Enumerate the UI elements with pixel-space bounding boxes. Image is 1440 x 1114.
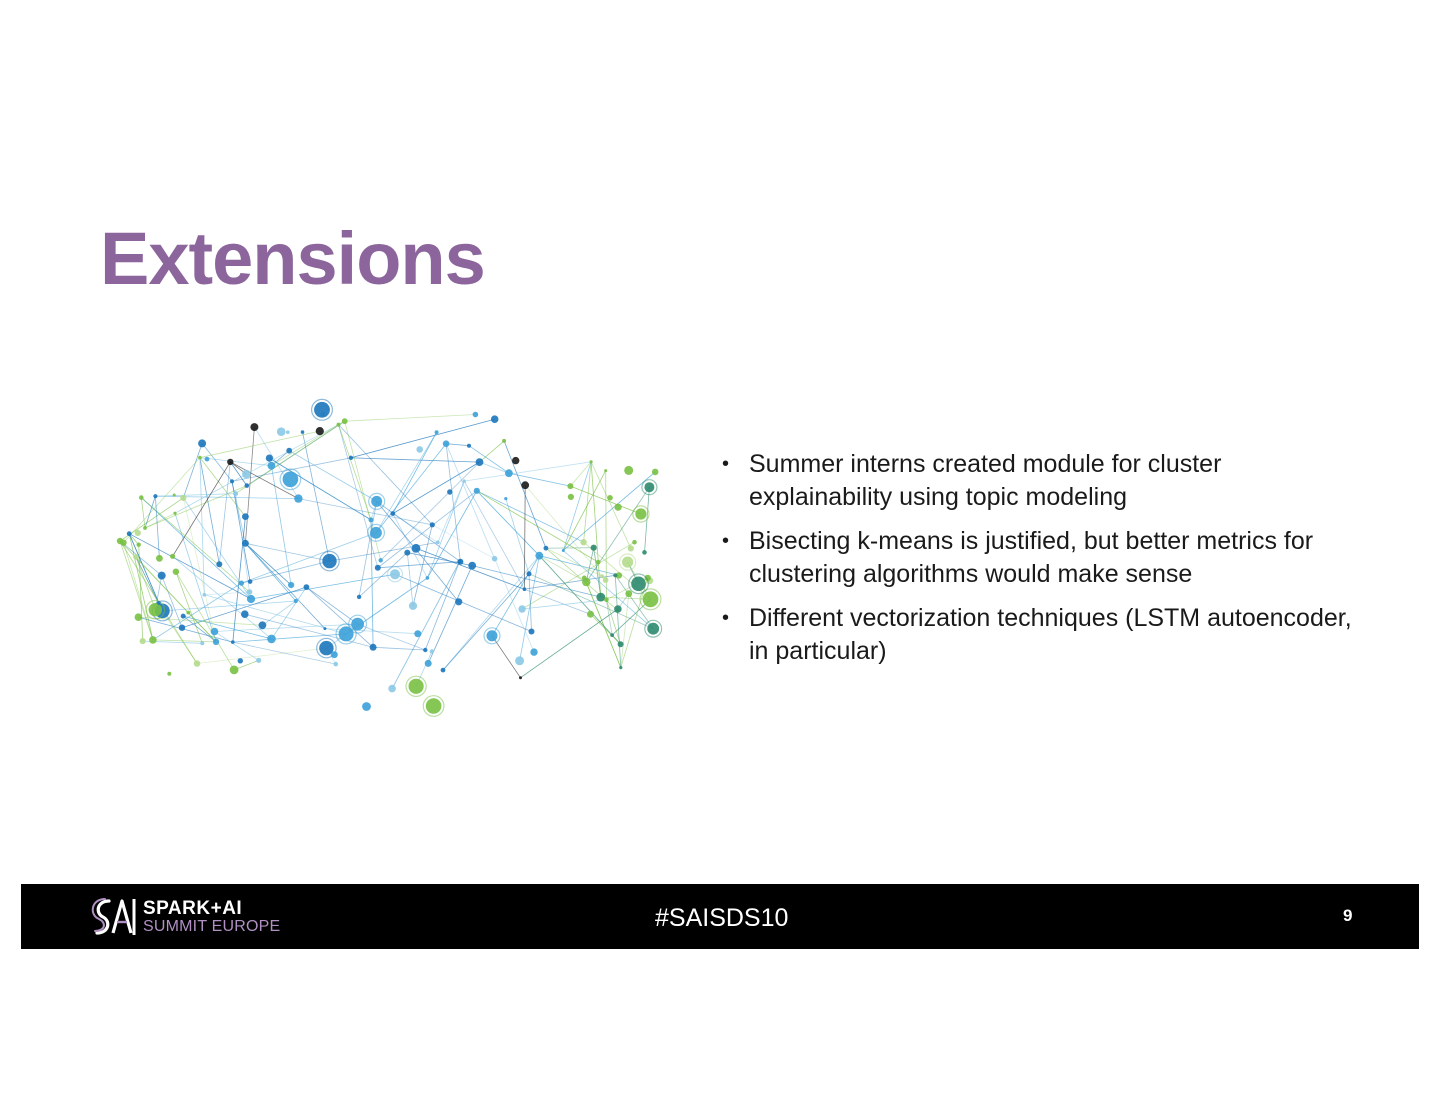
network-node (339, 626, 354, 641)
footer-hashtag: #SAISDS10 (655, 904, 789, 932)
bullet-icon: • (722, 607, 730, 629)
network-node (582, 576, 587, 581)
network-node (515, 656, 524, 665)
network-node (624, 466, 633, 475)
logo-subtitle: SUMMIT EUROPE (143, 918, 281, 935)
network-node (314, 402, 330, 418)
network-node (173, 494, 176, 497)
network-node (370, 644, 377, 651)
network-node (179, 625, 185, 631)
network-edges (120, 415, 655, 689)
network-node (467, 444, 471, 448)
network-node (170, 554, 175, 559)
network-node (390, 569, 400, 579)
network-nodes (117, 399, 662, 716)
network-node (631, 577, 646, 592)
network-node (512, 457, 519, 464)
network-edge (141, 498, 145, 528)
network-node (457, 559, 463, 565)
network-node (370, 527, 382, 539)
network-edge (176, 572, 202, 644)
network-edge (393, 514, 428, 578)
network-node (521, 481, 529, 489)
network-node (390, 511, 395, 516)
network-node (369, 517, 374, 522)
network-node (194, 660, 201, 667)
network-node (153, 494, 157, 498)
network-node (316, 427, 324, 435)
network-node (596, 593, 605, 602)
network-node (205, 457, 210, 462)
network-edge (376, 432, 437, 533)
network-node (473, 412, 479, 418)
network-edge (197, 648, 326, 663)
network-node (443, 440, 450, 447)
network-node (388, 685, 396, 693)
network-edge (351, 419, 495, 458)
network-node (322, 554, 336, 568)
network-node (441, 668, 446, 673)
network-edge (245, 543, 295, 601)
network-node (591, 545, 597, 551)
network-node (342, 418, 348, 424)
network-edge (183, 443, 202, 498)
bullet-icon: • (722, 453, 730, 475)
network-node (230, 666, 239, 675)
network-node (286, 448, 292, 454)
network-node (267, 635, 276, 644)
network-node (455, 598, 462, 605)
network-node (213, 639, 219, 645)
network-node (283, 472, 299, 488)
network-edge (529, 574, 532, 632)
network-edge (591, 462, 631, 549)
network-edge (480, 441, 505, 462)
network-node (149, 603, 162, 616)
network-node (567, 483, 573, 489)
network-node (409, 602, 417, 610)
network-edge (129, 534, 153, 640)
network-node (200, 641, 204, 645)
network-node (133, 554, 139, 560)
network-node (615, 504, 622, 511)
bullet-text: Summer interns created module for cluster explainability using topic modeling (749, 450, 1222, 511)
network-node (505, 469, 513, 477)
network-node (430, 649, 434, 653)
network-edge (477, 491, 584, 542)
network-node (652, 469, 659, 476)
network-edge (509, 473, 571, 486)
network-node (331, 651, 338, 658)
network-node (140, 638, 146, 644)
logo-wordmark: SPARK+AI (143, 898, 243, 919)
network-edge (392, 562, 460, 689)
network-edge (521, 609, 618, 678)
network-node (625, 590, 632, 597)
network-node (117, 538, 123, 544)
network-node (288, 582, 294, 588)
network-node (379, 558, 383, 562)
network-node (435, 430, 439, 434)
network-node (216, 561, 222, 567)
network-edge (129, 534, 159, 603)
network-node (600, 574, 604, 578)
network-edge (246, 421, 344, 474)
network-node (241, 610, 249, 618)
network-node (409, 679, 424, 694)
network-node (233, 491, 238, 496)
network-node (632, 540, 637, 545)
network-node (277, 427, 286, 436)
network-node (642, 550, 647, 555)
slide-title: Extensions (100, 217, 485, 300)
network-edge (570, 462, 591, 486)
network-node (357, 595, 361, 599)
network-node (198, 439, 206, 447)
network-node (180, 495, 186, 501)
network-edge (432, 525, 494, 559)
network-node (404, 550, 410, 556)
network-node (259, 621, 267, 629)
network-node (375, 565, 381, 571)
network-edge (524, 485, 525, 589)
network-node (247, 595, 255, 603)
network-edge (251, 574, 395, 599)
network-node (463, 479, 466, 482)
network-node (530, 648, 537, 655)
network-node (181, 614, 186, 619)
network-edge (546, 548, 594, 549)
network-edge (443, 574, 529, 670)
network-edge (136, 557, 155, 610)
network-graph-illustration (100, 350, 666, 780)
network-node (239, 581, 244, 586)
network-node (468, 562, 476, 570)
network-edge (586, 487, 649, 582)
network-node (618, 641, 624, 647)
bullet-item (722, 448, 1362, 514)
bullet-text: Bisecting k-means is justified, but better metrics for clustering algorithms would make sense (749, 527, 1314, 588)
network-node (371, 496, 382, 507)
network-node (430, 522, 435, 527)
network-node (622, 557, 633, 568)
network-node (247, 589, 253, 595)
network-node (614, 605, 622, 613)
footer-bar (21, 884, 1419, 949)
network-node (423, 648, 427, 652)
network-node (426, 576, 430, 580)
network-node (351, 618, 364, 631)
network-node (304, 584, 310, 590)
network-node (250, 423, 258, 431)
network-edge (480, 462, 509, 473)
bullet-list (722, 448, 1362, 679)
network-node (447, 489, 452, 494)
network-node (587, 611, 594, 618)
network-node (127, 531, 132, 536)
network-node (198, 456, 202, 460)
page-number: 9 (1343, 906, 1353, 925)
network-node (568, 494, 574, 500)
spark-ai-logo-icon (89, 893, 137, 941)
network-node (535, 552, 543, 560)
network-node (349, 456, 353, 460)
network-node (603, 577, 609, 583)
network-node (248, 579, 253, 584)
network-node (203, 593, 207, 597)
network-node (504, 497, 507, 500)
network-node (519, 676, 522, 679)
network-node (301, 430, 305, 434)
network-node (529, 629, 535, 635)
network-node (487, 630, 498, 641)
network-node (476, 458, 484, 466)
network-node (596, 560, 601, 565)
network-edge (345, 421, 381, 560)
network-node (256, 658, 261, 663)
network-node (523, 587, 527, 591)
network-node (135, 613, 143, 621)
network-node (211, 628, 219, 636)
network-edge (262, 601, 295, 625)
network-edge (330, 542, 438, 561)
network-node (242, 513, 249, 520)
network-edge (539, 556, 586, 582)
network-edge (176, 572, 234, 670)
network-node (167, 672, 171, 676)
network-node (323, 627, 326, 630)
network-edge (492, 556, 539, 636)
logo-text (143, 899, 280, 935)
network-edge (141, 498, 251, 599)
network-node (412, 544, 421, 553)
network-node (604, 598, 609, 603)
network-node (173, 512, 176, 515)
bullet-item (722, 602, 1362, 668)
network-node (502, 439, 506, 443)
network-node (242, 540, 249, 547)
network-node (590, 460, 593, 463)
network-edge (233, 634, 346, 642)
network-node (580, 539, 586, 545)
network-edge (584, 578, 621, 668)
network-edge (446, 444, 469, 446)
network-node (644, 482, 654, 492)
network-node (416, 446, 423, 453)
network-node (294, 494, 302, 502)
network-node (619, 666, 622, 669)
network-node (149, 636, 157, 644)
bullet-item (722, 525, 1362, 591)
network-node (362, 702, 371, 711)
network-node (425, 660, 432, 667)
network-node (186, 611, 190, 615)
network-node (527, 571, 532, 576)
network-edge (615, 575, 621, 667)
network-node (230, 479, 234, 483)
network-edge (393, 462, 480, 513)
network-node (231, 640, 235, 644)
network-edge (371, 520, 373, 647)
network-edge (359, 501, 377, 597)
network-node (426, 698, 442, 714)
network-edge (145, 486, 247, 528)
network-node (337, 423, 341, 427)
network-node (643, 591, 659, 607)
network-edge (373, 647, 425, 650)
network-node (607, 495, 613, 501)
network-edge (407, 553, 413, 606)
bullet-icon: • (722, 530, 730, 552)
network-node (562, 549, 565, 552)
network-edge (381, 462, 480, 560)
network-node (266, 455, 273, 462)
network-edge (464, 462, 591, 481)
network-node (334, 662, 339, 667)
network-node (135, 530, 141, 536)
network-node (158, 572, 166, 580)
network-node (628, 545, 634, 551)
network-node (610, 633, 614, 637)
network-node (436, 541, 440, 545)
network-node (137, 543, 141, 547)
spark-ai-logo (89, 893, 280, 941)
network-node (604, 469, 607, 472)
network-node (613, 573, 617, 577)
network-node (242, 470, 251, 479)
network-node (414, 630, 421, 637)
network-node (157, 601, 161, 605)
network-node (491, 415, 499, 423)
network-edge (303, 432, 330, 561)
network-node (238, 658, 243, 663)
network-node (286, 430, 290, 434)
bullet-text: Different vectorization techniques (LSTM autoencoder, in particular) (749, 604, 1352, 665)
network-node (294, 599, 298, 603)
network-node (139, 495, 144, 500)
network-node (474, 488, 480, 494)
network-edge (339, 425, 372, 520)
network-edge (245, 543, 329, 561)
network-edge (621, 594, 629, 668)
network-node (544, 546, 549, 551)
network-node (518, 605, 525, 612)
network-node (647, 623, 659, 635)
network-node (245, 483, 250, 488)
network-node (173, 569, 179, 575)
network-edge (345, 415, 476, 422)
network-node (635, 508, 646, 519)
network-edge (477, 491, 540, 556)
network-node (156, 555, 163, 562)
network-node (492, 556, 498, 562)
network-edge (428, 566, 472, 664)
network-node (227, 459, 233, 465)
network-node (143, 526, 147, 530)
network-edge (469, 446, 509, 474)
network-node (268, 462, 276, 470)
